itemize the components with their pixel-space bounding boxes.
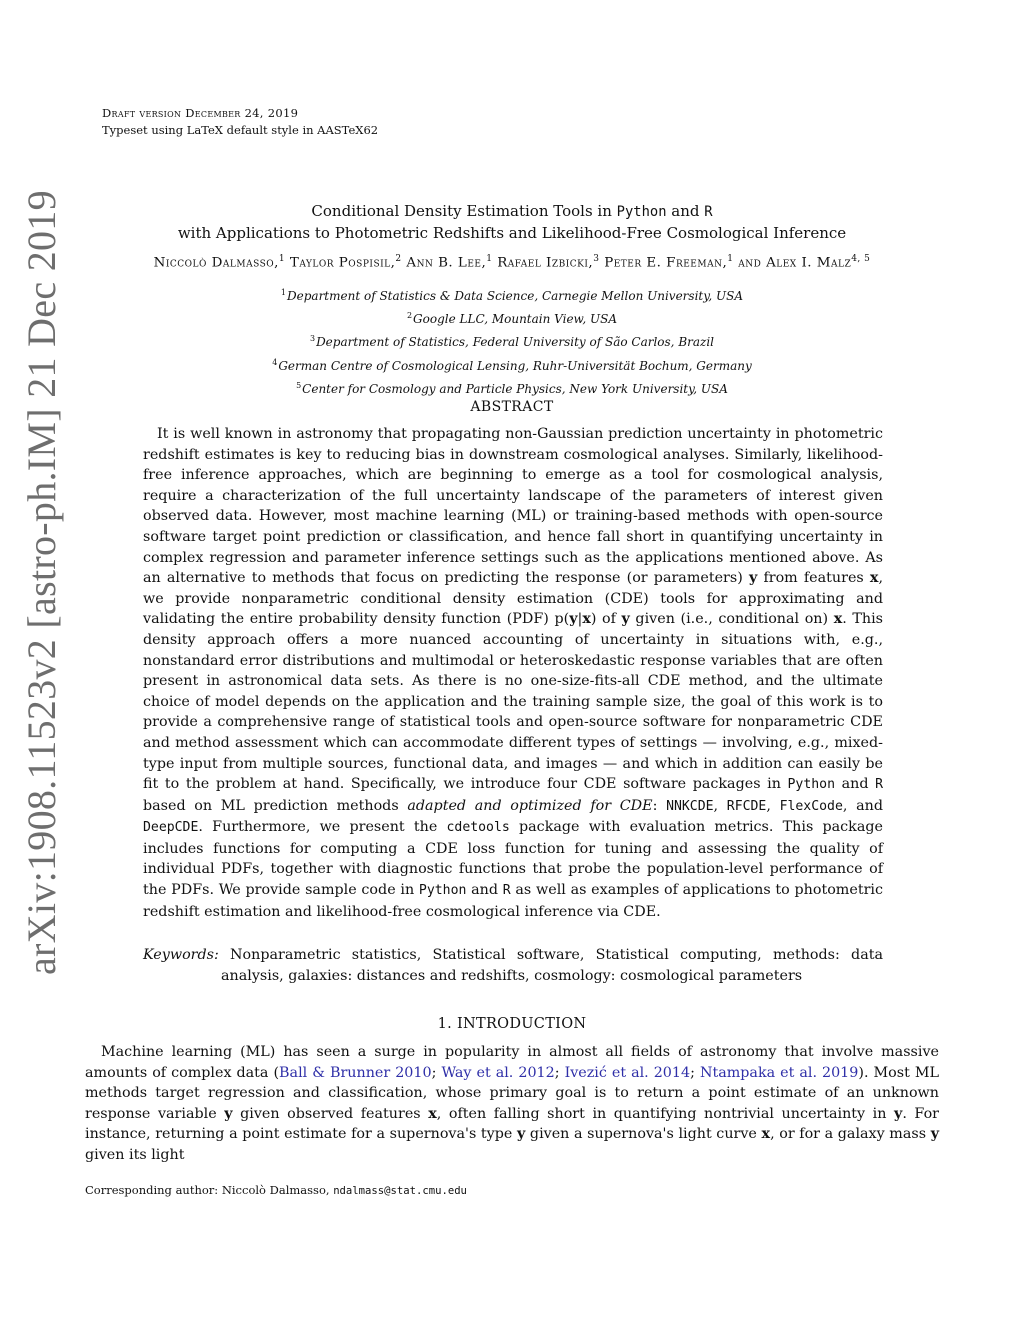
- citation-link[interactable]: Ivezić et al. 2014: [564, 1064, 691, 1081]
- email-link[interactable]: ndalmass@stat.cmu.edu: [333, 1185, 467, 1197]
- affiliation: $^3$Department of Statistics, Federal University of São Carlos, Brazil: [309, 334, 715, 350]
- paper-title-line-2: with Applications to Photometric Redshifts and Likelihood-Free Cosmological Inference: [177, 224, 847, 242]
- keywords: Keywords: Nonparametric statistics, Statistical software, Statistical computing, methods: data analysis, galaxies: distances and redshifts, cosmology: cosmological parameters: [143, 947, 883, 984]
- typeset-line: Typeset using LaTeX default style in AASTeX62: [102, 123, 379, 137]
- affiliation: $^2$Google LLC, Mountain View, USA: [406, 311, 618, 327]
- author: Taylor Pospisil,: [285, 255, 396, 271]
- abstract-body: It is well known in astronomy that propagating non-Gaussian prediction uncertainty in photometric redshift estimates is key to reducing bias in downstream cosmological analyses. Similarly, likelihood-free inference approaches, which are beginning to emerge as a tool for cosmological analysis, require a characterization of the full uncertainty landscape of the parameters of interest given observed data. However, most machine learning (ML) or training-based methods with open-source software target point prediction or classification, and hence fall short in quantifying uncertainty in complex regression and parameter inference settings such as the applications mentioned above. As an alternative to methods that focus on predicting the response (or parameters) y from features x, we provide nonparametric conditional density estimation (CDE) tools for approximating and validating the entire probability density function (PDF) p(y|x) of y given (i.e., conditional on) x. This density approach offers a more nuanced accounting of uncertainty in situations with, e.g., nonstandard error distributions and multimodal or heteroskedastic response variables that are often present in astronomical data sets. As there is no one-size-fits-all CDE method, and the ultimate choice of model depends on the application and the training sample size, the goal of this work is to provide a comprehensive range of statistical tools and open-source software for nonparametric CDE and method assessment which can accommodate different types of settings — involving, e.g., mixed-type input from multiple sources, functional data, and images — and which in addition can easily be fit to the problem at hand. Specifically, we introduce four CDE software packages in Python and R based on ML prediction methods adapted and optimized for CDE: NNKCDE, RFCDE, FlexCode, and DeepCDE. Furthermore, we present the cdetools package with evaluation metrics. This package includes functions for computing a CDE loss function for tuning and assessing the quality of individual PDFs, together with diagnostic functions that probe the population-level performance of the PDFs. We provide sample code in Python and R as well as examples of applications to photometric redshift estimation and likelihood-free cosmological inference via CDE.: [143, 426, 884, 920]
- corresponding-author-footnote: Corresponding author: Niccolò Dalmasso, ndalmass@stat.cmu.edu: [85, 1183, 467, 1197]
- author: Rafael Izbicki,: [492, 255, 594, 271]
- citation-link[interactable]: Ball & Brunner 2010: [279, 1064, 432, 1081]
- introduction-body: Machine learning (ML) has seen a surge in popularity in almost all fields of astronomy that involve massive amounts of complex data (Ball & Brunner 2010; Way et al. 2012; Ivezić et al. 2014; Ntampaka et al. 2019). Most ML methods target regression and classification, whose primary goal is to return a point estimate of an unknown response variable y given observed features x, often falling short in quantifying nontrivial uncertainty in y. For instance, returning a point estimate for a supernova's type y given a supernova's light curve x, or for a galaxy mass y given its light: [85, 1044, 940, 1163]
- section-heading-introduction: 1. INTRODUCTION: [437, 1016, 587, 1032]
- author: Niccolò Dalmasso,: [153, 255, 279, 271]
- citation-link[interactable]: Way et al. 2012: [441, 1064, 555, 1081]
- author-list: Niccolò Dalmasso,$^1$ Taylor Pospisil,$^2$ Ann B. Lee,$^1$ Rafael Izbicki,$^3$ Peter E. Freeman,$^1$ and Alex I. Malz$^{4, 5}$: [153, 254, 871, 271]
- author: Ann B. Lee,: [401, 255, 487, 271]
- paper-title-line-1: Conditional Density Estimation Tools in Python and R: [311, 202, 713, 220]
- author: and Alex I. Malz: [733, 255, 852, 271]
- affiliation: $^5$Center for Cosmology and Particle Physics, New York University, USA: [296, 380, 728, 396]
- affiliation: $^4$German Centre of Cosmological Lensing, Ruhr-Universität Bochum, Germany: [272, 357, 752, 373]
- arxiv-identifier-stamp[interactable]: arXiv:1908.11523v2 [astro-ph.IM] 21 Dec 2019: [19, 190, 64, 975]
- citation-link[interactable]: Ntampaka et al. 2019: [699, 1064, 859, 1081]
- affiliations: [0, 283, 1024, 399]
- affiliation: $^1$Department of Statistics & Data Science, Carnegie Mellon University, USA: [280, 288, 744, 303]
- author: Peter E. Freeman,: [599, 255, 728, 271]
- abstract-heading: ABSTRACT: [470, 399, 554, 415]
- draft-version-line: Draft version December 24, 2019: [102, 106, 299, 120]
